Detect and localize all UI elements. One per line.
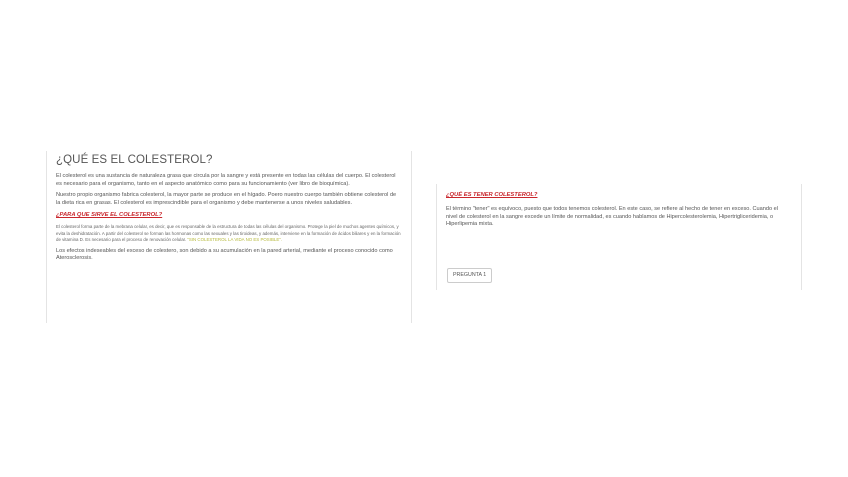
origin-paragraph: Nuestro propio organismo fabrica colesterol, la mayor parte se produce en el hígado. Poero nuestro cuerpo también obtiene colesterol de la dieta rica en grasas. El colesterol es imprescindible para el organismo y debe mantenerse a unos niveles saludables. xyxy=(56,192,397,206)
highlight-quote: "SIN COLESTEROL LA VIDA NO ES POSIBLE". xyxy=(187,237,283,243)
intro-paragraph: El colesterol es una sustancia de naturaleza grasa que circula por la sangre y está presente en todas las células del cuerpo. El colesterol es necesario para el organismo, tanto en el aspecto anatómico como para su funcionamiento (ver libro de bioquímica). xyxy=(56,173,396,187)
uses-text: El colesterol forma parte de la mebrana celular, es decir, que es responsable de la estructura de todas las células del organismo. Protege la piel de muchos agentes químicos, y evita la deshidratación. A partir del colesterol se forman las hormonas como las sexuales y las tiroideas, y además, interviene en la formación de ácidos biliares y en la formación de vitamina D. Es necesario para el proceso de renovación celular. xyxy=(56,224,401,243)
uses-heading: ¿PARA QUE SIRVE EL COLESTEROL? xyxy=(56,212,163,219)
uses-paragraph xyxy=(56,224,401,243)
pregunta-1-button[interactable]: PREGUNTA 1 xyxy=(447,268,492,283)
colesterol-info-panel xyxy=(46,151,412,323)
effects-paragraph: Los efectos indeseables del exceso de colestero, son debido a su acumulación en la pared arterial, mediante el proceso conocido como Aterosclerosis. xyxy=(56,247,393,262)
tener-colesterol-panel xyxy=(436,184,802,290)
page-title: ¿QUÉ ES EL COLESTEROL? xyxy=(56,154,213,166)
tener-paragraph: El término "tener" es equívoco, puesto que todos tenemos colesterol. En este caso, se refiere al hecho de tener en exceso. Cuando el nivel de colesterol en la sangre excede un límite de normalidad, es cuando hablamos de Hipercolesterolemia, Hipertrigliceridemia, o Hiperlipemia mixta. xyxy=(446,206,779,228)
tener-heading: ¿QUÉ ES TENER COLESTEROL? xyxy=(446,192,538,198)
